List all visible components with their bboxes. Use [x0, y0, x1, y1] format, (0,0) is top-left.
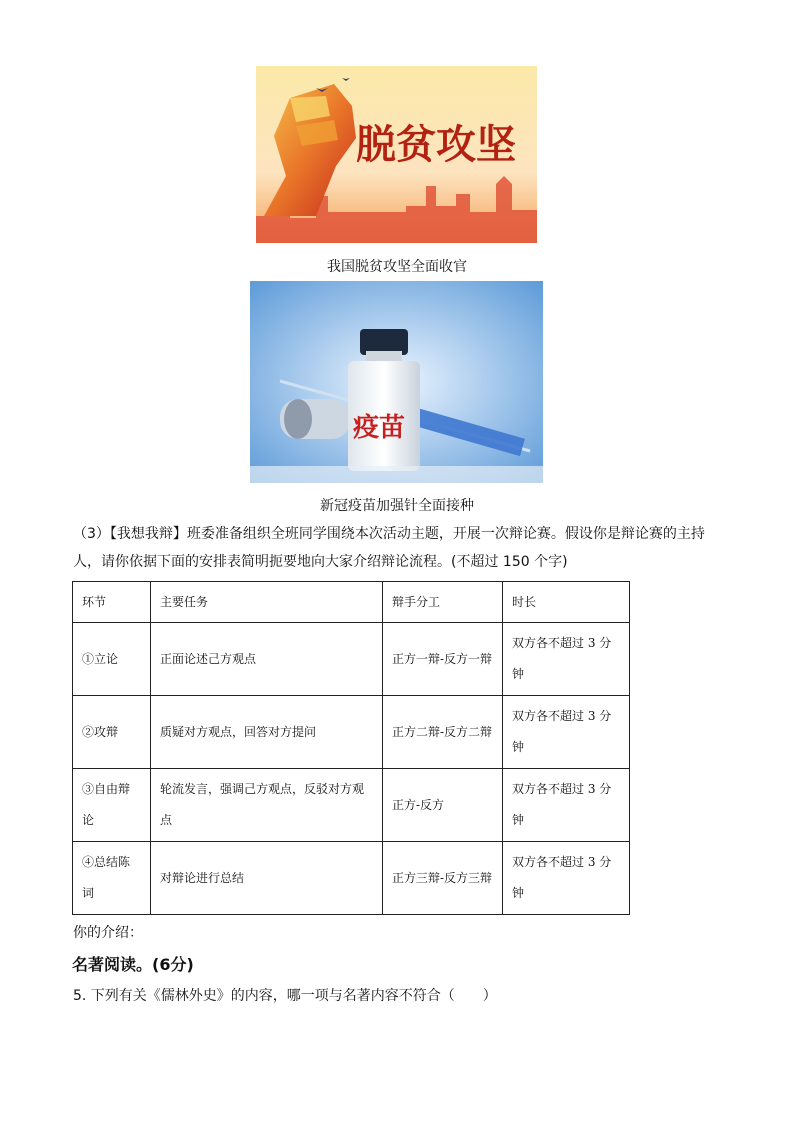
table-cell: 双方各不超过 3 分钟	[503, 623, 630, 696]
vaccine-image	[250, 281, 543, 483]
debate-schedule-table	[72, 581, 630, 915]
table-cell: 正方三辩-反方三辩	[383, 842, 503, 915]
table-cell: 轮流发言，强调己方观点，反驳对方观点	[151, 769, 383, 842]
table-header-cell: 辩手分工	[383, 582, 503, 623]
poster-title-text: 脱贫攻坚	[356, 122, 516, 168]
table-cell: 质疑对方观点，回答对方提问	[151, 696, 383, 769]
question-5-text: 5. 下列有关《儒林外史》的内容，哪一项与名著内容不符合（ ）	[73, 988, 497, 1004]
poster-caption: 我国脱贫攻坚全面收官	[327, 259, 467, 275]
table-row	[73, 842, 630, 915]
table-header-cell: 时长	[503, 582, 630, 623]
table-header-cell: 环节	[73, 582, 151, 623]
table-header-cell: 主要任务	[151, 582, 383, 623]
table-header-row	[73, 582, 630, 623]
section-heading: 名著阅读。(6分)	[72, 955, 194, 974]
table-cell: ③自由辩论	[73, 769, 151, 842]
poverty-poster-image	[256, 66, 537, 243]
table-cell: 双方各不超过 3 分钟	[503, 696, 630, 769]
table-cell: ②攻辩	[73, 696, 151, 769]
table-row	[73, 696, 630, 769]
table-cell: ④总结陈词	[73, 842, 151, 915]
table-cell: ①立论	[73, 623, 151, 696]
vaccine-label-text: 疫苗	[353, 413, 406, 443]
table-row	[73, 769, 630, 842]
table-cell: 双方各不超过 3 分钟	[503, 842, 630, 915]
question-3-text: （3）【我想我辩】班委准备组织全班同学围绕本次活动主题，开展一次辩论赛。假设你是辩论赛的主持人，请你依据下面的安排表简明扼要地向大家介绍辩论流程。(不超过 150 个字)	[73, 526, 705, 570]
table-row	[73, 623, 630, 696]
table-cell: 双方各不超过 3 分钟	[503, 769, 630, 842]
table-cell: 正方-反方	[383, 769, 503, 842]
table-cell: 对辩论进行总结	[151, 842, 383, 915]
table-cell: 正方一辩-反方一辩	[383, 623, 503, 696]
vaccine-caption: 新冠疫苗加强针全面接种	[320, 498, 474, 514]
intro-label: 你的介绍：	[73, 925, 143, 941]
table-cell: 正方二辩-反方二辩	[383, 696, 503, 769]
table-cell: 正面论述己方观点	[151, 623, 383, 696]
